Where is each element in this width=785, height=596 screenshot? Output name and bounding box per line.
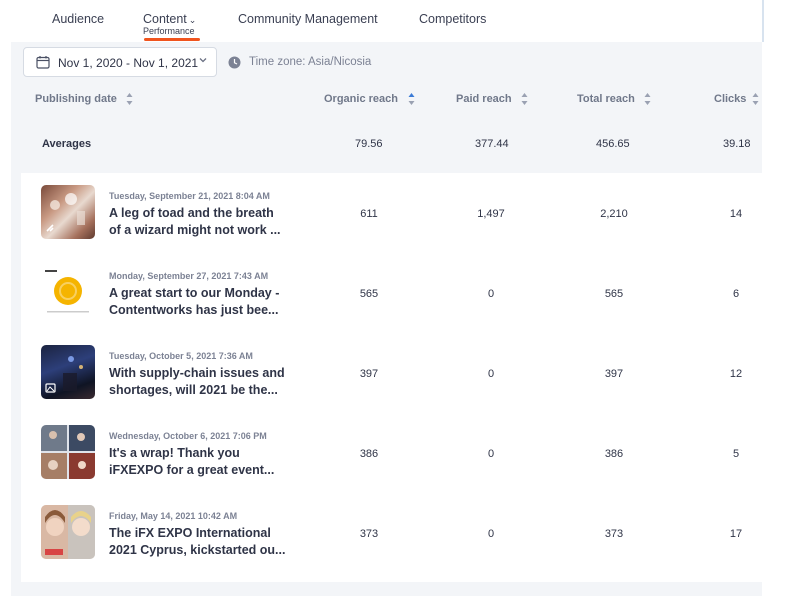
tab-competitors[interactable]: Competitors [419, 12, 487, 26]
post-thumbnail [41, 505, 95, 559]
table-left-gutter [11, 173, 21, 582]
cell-total-reach: 565 [604, 288, 624, 300]
post-thumbnail [41, 425, 95, 479]
col-total-reach[interactable]: Total reach [577, 93, 635, 105]
posts-table-body [21, 173, 762, 582]
tab-content[interactable] [143, 12, 196, 26]
tab-audience[interactable]: Audience [52, 12, 105, 26]
table-header [11, 79, 762, 119]
post-date: Monday, September 27, 2021 7:43 AM [109, 271, 269, 281]
averages-row [11, 119, 762, 169]
cell-total-reach: 2,210 [600, 208, 628, 220]
cell-clicks: 5 [732, 448, 740, 460]
table-row[interactable] [21, 493, 762, 573]
sort-icon[interactable] [126, 92, 133, 106]
post-title-line: A great start to our Monday - [109, 286, 280, 300]
post-date: Tuesday, September 21, 2021 8:04 AM [109, 191, 270, 201]
date-range-value: Nov 1, 2020 - Nov 1, 2021 [58, 56, 199, 70]
post-title [109, 205, 309, 239]
post-thumbnail [41, 345, 95, 399]
col-publishing-date[interactable]: Publishing date [35, 93, 117, 105]
cell-clicks: 6 [732, 288, 740, 300]
chevron-down-icon [198, 55, 208, 65]
avg-paid-reach: 377.44 [475, 138, 509, 150]
post-title-line: A leg of toad and the breath [109, 206, 274, 220]
table-row[interactable] [21, 253, 762, 333]
portrait-image-icon [41, 505, 95, 559]
col-organic-reach[interactable]: Organic reach [324, 93, 398, 105]
cell-total-reach: 373 [604, 528, 624, 540]
post-title-line: 2021 Cyprus, kickstarted ou... [109, 543, 286, 557]
sort-icon[interactable] [521, 92, 528, 106]
post-title-line: With supply-chain issues and [109, 366, 285, 380]
post-title-line: The iFX EXPO International [109, 526, 271, 540]
chevron-down-icon: ⌄ [188, 15, 197, 25]
averages-label: Averages [42, 138, 92, 150]
post-title-line: iFXEXPO for a great event... [109, 463, 275, 477]
cell-clicks: 12 [729, 368, 743, 380]
avg-clicks: 39.18 [723, 138, 751, 150]
cell-paid-reach: 1,497 [477, 208, 505, 220]
col-paid-reach[interactable]: Paid reach [456, 93, 512, 105]
date-range-picker[interactable] [23, 47, 217, 77]
timezone-label: Time zone: Asia/Nicosia [249, 56, 372, 68]
post-title [109, 445, 309, 479]
cell-total-reach: 397 [604, 368, 624, 380]
avg-organic-reach: 79.56 [355, 138, 383, 150]
tab-community-management[interactable]: Community Management [238, 12, 378, 26]
post-thumbnail [41, 265, 95, 319]
post-title [109, 365, 309, 399]
sort-icon[interactable] [408, 92, 415, 106]
post-title-line: of a wizard might not work ... [109, 223, 281, 237]
cell-organic-reach: 565 [359, 288, 379, 300]
active-tab-indicator [144, 38, 200, 41]
clock-icon [228, 56, 241, 69]
calendar-icon [36, 55, 50, 69]
post-title [109, 525, 309, 559]
image-icon [41, 345, 95, 399]
tab-content-label: Content [143, 12, 187, 26]
cell-organic-reach: 386 [359, 448, 379, 460]
cell-paid-reach: 0 [487, 528, 495, 540]
collage-image-icon [41, 425, 95, 479]
cell-organic-reach: 611 [360, 208, 378, 220]
sun-logo-icon [41, 265, 95, 319]
post-date: Wednesday, October 6, 2021 7:06 PM [109, 431, 267, 441]
cell-organic-reach: 397 [359, 368, 379, 380]
cell-paid-reach: 0 [487, 368, 495, 380]
post-date: Tuesday, October 5, 2021 7:36 AM [109, 351, 253, 361]
post-thumbnail [41, 185, 95, 239]
cell-clicks: 14 [729, 208, 743, 220]
post-date: Friday, May 14, 2021 10:42 AM [109, 511, 238, 521]
avg-total-reach: 456.65 [596, 138, 630, 150]
cell-paid-reach: 0 [487, 288, 495, 300]
link-icon [41, 185, 95, 239]
post-title [109, 285, 309, 319]
col-clicks[interactable]: Clicks [714, 93, 747, 105]
top-nav [0, 0, 764, 42]
cell-organic-reach: 373 [359, 528, 379, 540]
sort-icon[interactable] [644, 92, 651, 106]
table-row[interactable] [21, 413, 762, 493]
post-title-line: Contentworks has just bee... [109, 303, 279, 317]
post-title-line: shortages, will 2021 be the... [109, 383, 278, 397]
cell-total-reach: 386 [604, 448, 624, 460]
table-row[interactable] [21, 333, 762, 413]
tab-content-subtitle: Performance [143, 26, 195, 36]
sort-icon[interactable] [752, 92, 759, 106]
cell-paid-reach: 0 [487, 448, 495, 460]
table-row[interactable] [21, 173, 762, 253]
post-title-line: It's a wrap! Thank you [109, 446, 240, 460]
cell-clicks: 17 [729, 528, 743, 540]
